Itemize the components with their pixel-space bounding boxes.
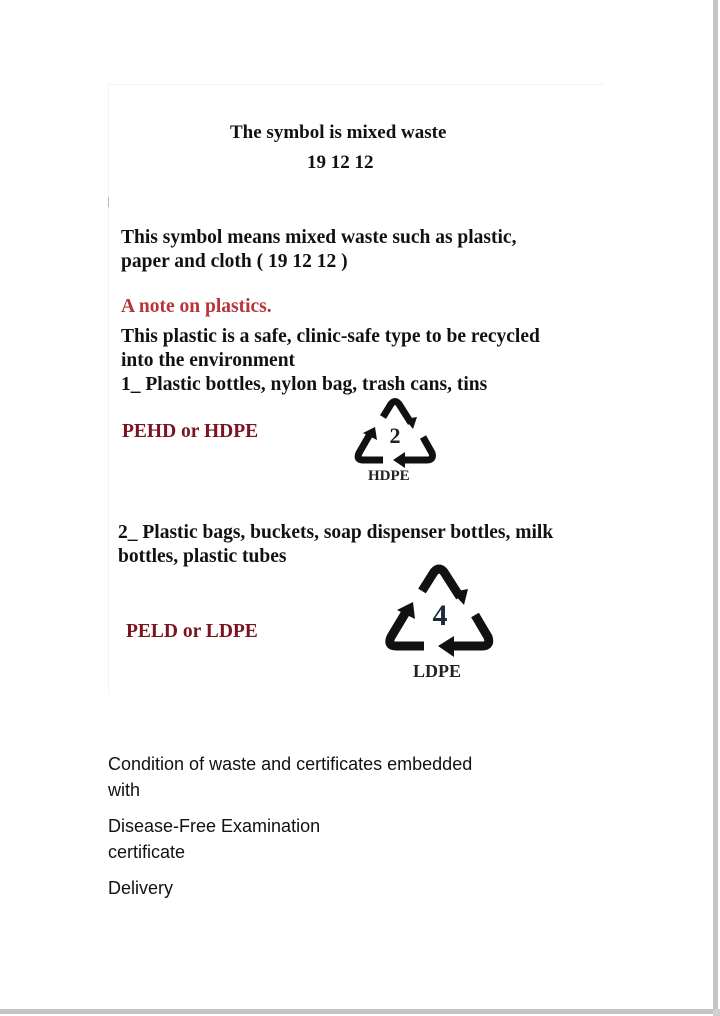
condition-line-1: Condition of waste and certificates embedded: [108, 754, 473, 774]
note-line-1: This plastic is a safe, clinic-safe type to be recycled: [121, 326, 540, 347]
page-corner: [713, 1009, 720, 1016]
note-heading: A note on plastics.: [121, 296, 272, 317]
item-1-text: [121, 373, 487, 397]
item-2-line-2: bottles, plastic tubes: [118, 546, 287, 567]
note-line-2: into the environment: [121, 350, 296, 371]
delivery-text: Delivery: [108, 878, 174, 898]
header-title: The symbol is mixed waste: [230, 122, 447, 143]
ldpe-symbol-label: LDPE: [413, 661, 462, 681]
item-1-material-label: PEHD or HDPE: [122, 421, 259, 442]
intro-line-1: This symbol means mixed waste such as plastic,: [121, 227, 517, 248]
embedded-image: [108, 84, 603, 695]
recycle-triangle-icon: [353, 397, 437, 469]
hdpe-symbol-label: HDPE: [368, 468, 410, 484]
certificate-text: [108, 813, 320, 865]
recycle-triangle-icon: [384, 563, 494, 659]
certificate-line-2: certificate: [108, 842, 186, 862]
item-2-line-1: 2_ Plastic bags, buckets, soap dispenser bottles, milk: [118, 522, 554, 543]
image-edge-mark: [108, 197, 109, 207]
svg-text:2: 2: [389, 423, 401, 448]
condition-text: [108, 751, 472, 803]
item-1-line-1: 1_ Plastic bottles, nylon bag, trash cans, tins: [121, 374, 488, 395]
note-paragraph: [121, 325, 540, 373]
svg-text:4: 4: [432, 599, 448, 632]
header-code: 19 12 12: [307, 152, 374, 173]
intro-paragraph: [121, 226, 516, 274]
certificate-line-1: Disease-Free Examination: [108, 816, 321, 836]
item-2-material-label: PELD or LDPE: [126, 621, 258, 642]
intro-line-2: paper and cloth ( 19 12 12 ): [121, 251, 348, 272]
condition-line-2: with: [108, 780, 141, 800]
item-2-text: [118, 521, 553, 569]
